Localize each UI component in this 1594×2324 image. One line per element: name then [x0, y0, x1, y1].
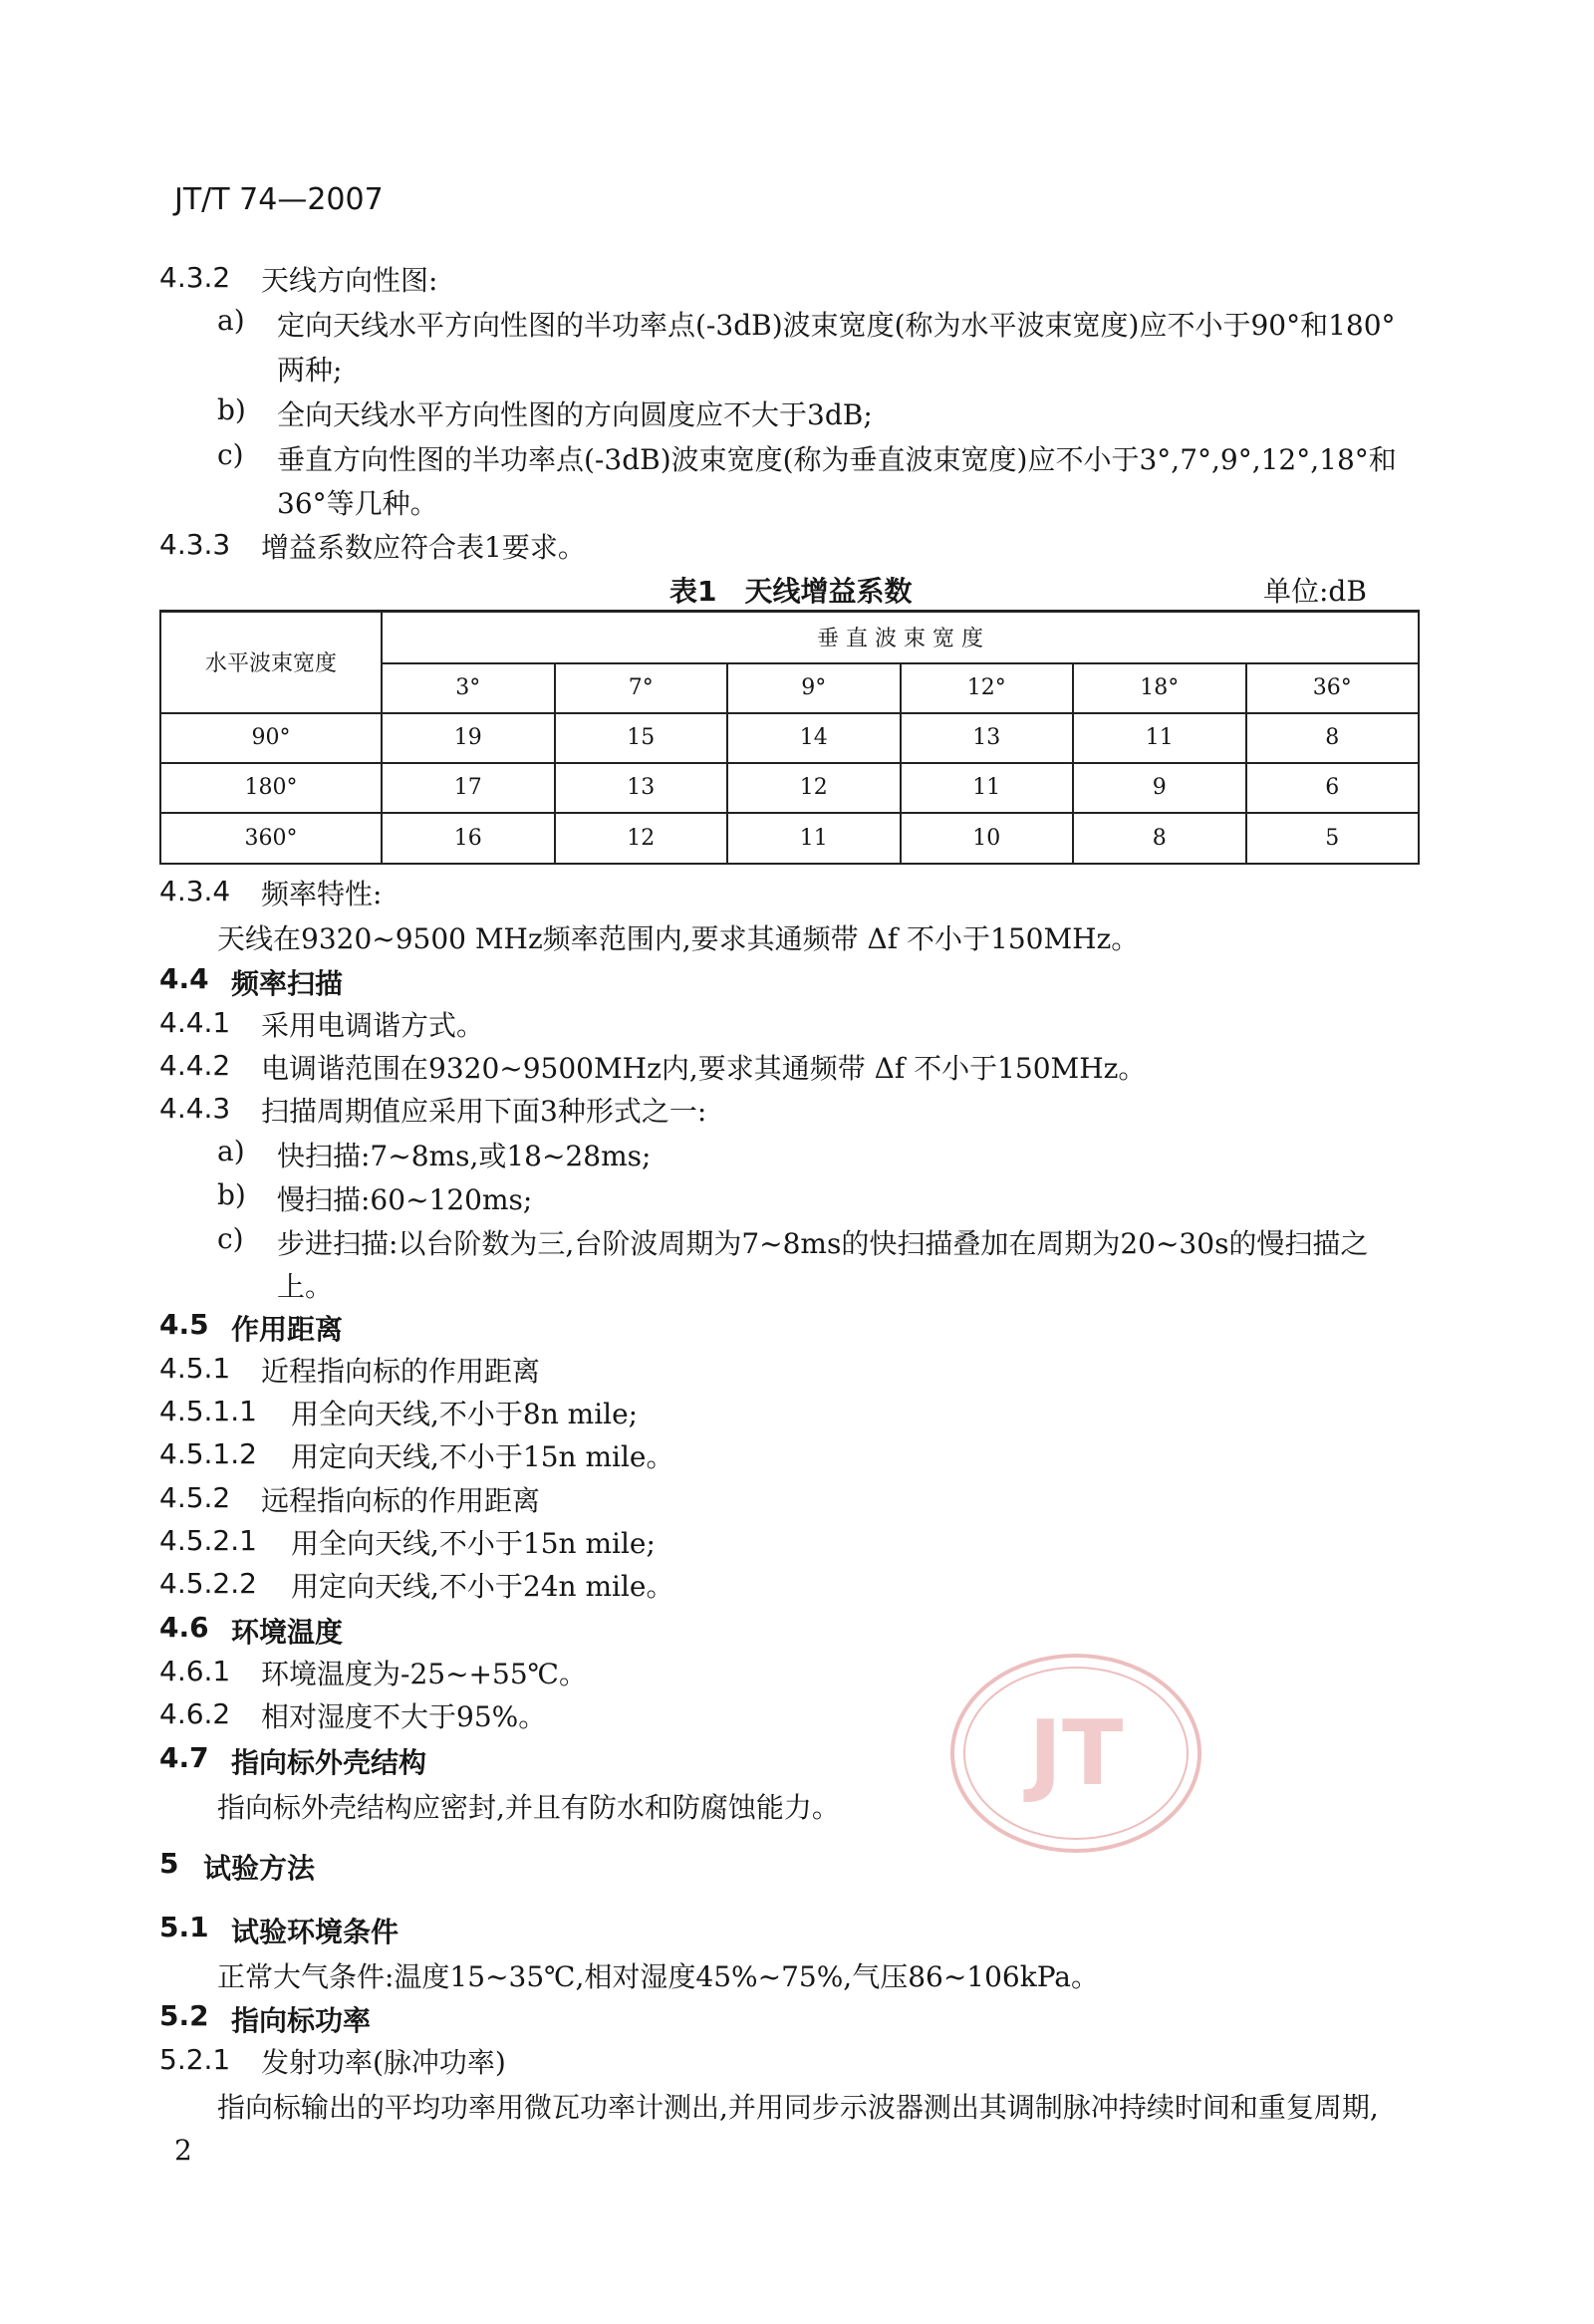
table-cell: 6 [1246, 763, 1420, 813]
list-marker: a) [217, 1135, 245, 1167]
table-cell: 15 [555, 713, 728, 763]
table-cell: 5 [1246, 813, 1420, 864]
clause-text: 采用电调谐方式。 [261, 1009, 485, 1042]
chapter-number: 5 [159, 1847, 179, 1880]
table-row [160, 713, 1419, 763]
table-cell: 9 [1073, 763, 1246, 813]
list-item-text: 垂直方向性图的半功率点(-3dB)波束宽度(称为垂直波束宽度)应不小于3°,7°,9°,12°,18°和 [277, 443, 1397, 476]
clause-text: 远程指向标的作用距离 [261, 1484, 541, 1517]
table-cell: 17 [382, 763, 555, 813]
paragraph: 天线在9320~9500 MHz频率范围内,要求其通频带 Δf 不小于150MHz。 [217, 922, 1140, 955]
row-label: 90° [160, 713, 382, 763]
list-item-text: 全向天线水平方向性图的方向圆度应不大于3dB; [277, 398, 873, 431]
clause-number: 4.6.2 [159, 1697, 231, 1730]
clause-title: 频率特性: [261, 878, 383, 910]
paragraph: 指向标输出的平均功率用微瓦功率计测出,并用同步示波器测出其调制脉冲持续时间和重复周期, [217, 2091, 1379, 2124]
clause-text: 发射功率(脉冲功率) [261, 2046, 506, 2079]
list-item-text: 36°等几种。 [277, 487, 438, 520]
table-cell: 11 [901, 763, 1074, 813]
clause-number: 5.2.1 [159, 2043, 231, 2076]
list-marker: c) [217, 438, 244, 471]
section-title: 频率扫描 [231, 967, 344, 1000]
clause-text: 相对湿度不大于95%。 [261, 1700, 547, 1733]
clause-text: 用定向天线,不小于24n mile。 [291, 1570, 674, 1603]
jt-stamp-icon [946, 1649, 1205, 1858]
table-cell: 16 [382, 813, 555, 864]
table-cell: 11 [727, 813, 901, 864]
row-label: 360° [160, 813, 382, 864]
clause-text: 近程指向标的作用距离 [261, 1355, 541, 1388]
list-marker: b) [217, 1178, 246, 1211]
section-title: 试验环境条件 [231, 1916, 399, 1948]
clause-number: 4.3.3 [159, 528, 231, 561]
clause-text: 用定向天线,不小于15n mile。 [291, 1440, 674, 1473]
table-cell: 12 [555, 813, 728, 864]
list-item-text: 步进扫描:以台阶数为三,台阶波周期为7~8ms的快扫描叠加在周期为20~30s的慢扫描之 [277, 1227, 1369, 1260]
section-title: 作用距离 [231, 1313, 344, 1346]
clause-number: 4.5.2.1 [159, 1524, 257, 1557]
clause-number: 4.4.3 [159, 1092, 231, 1125]
list-item-text: 慢扫描:60~120ms; [277, 1183, 533, 1216]
column-header: 7° [555, 663, 728, 713]
section-number: 4.5 [159, 1308, 209, 1341]
list-marker: a) [217, 304, 245, 337]
section-title: 环境温度 [231, 1616, 344, 1649]
column-group-header: 垂 直 波 束 宽 度 [382, 612, 1419, 663]
table-row [160, 763, 1419, 813]
paragraph: 正常大气条件:温度15~35℃,相对湿度45%~75%,气压86~106kPa。 [217, 1960, 1099, 1993]
section-title: 指向标外壳结构 [231, 1746, 427, 1779]
clause-number: 4.6.1 [159, 1655, 231, 1687]
chapter-title: 试验方法 [203, 1852, 316, 1885]
clause-text: 扫描周期值应采用下面3种形式之一: [261, 1095, 707, 1128]
clause-number: 4.4.2 [159, 1049, 231, 1082]
clause-number: 4.3.2 [159, 261, 231, 294]
stamp-text: JT [1028, 1701, 1124, 1806]
table-cell: 12 [727, 763, 901, 813]
clause-title: 天线方向性图: [261, 264, 438, 297]
column-header: 36° [1246, 663, 1420, 713]
table-cell: 8 [1246, 713, 1420, 763]
clause-number: 4.5.2 [159, 1481, 231, 1514]
list-marker: b) [217, 393, 246, 426]
table-cell: 10 [901, 813, 1074, 864]
column-header: 9° [727, 663, 901, 713]
clause-number: 4.5.1 [159, 1352, 231, 1385]
table-cell: 19 [382, 713, 555, 763]
table-cell: 13 [555, 763, 728, 813]
column-header: 3° [382, 663, 555, 713]
clause-number: 4.4.1 [159, 1006, 231, 1039]
section-number: 5.2 [159, 1999, 209, 2032]
row-header-cell: 水平波束宽度 [160, 612, 382, 713]
list-item-text: 定向天线水平方向性图的半功率点(-3dB)波束宽度(称为水平波束宽度)应不小于90°和180° [277, 309, 1396, 342]
clause-text: 电调谐范围在9320~9500MHz内,要求其通频带 Δf 不小于150MHz。 [261, 1052, 1147, 1085]
list-marker: c) [217, 1222, 244, 1255]
document-code: JT/T 74—2007 [174, 182, 384, 217]
table-cell: 8 [1073, 813, 1246, 864]
list-item-text: 快扫描:7~8ms,或18~28ms; [277, 1140, 652, 1172]
list-item-text: 两种; [277, 354, 343, 387]
page-number: 2 [174, 2134, 192, 2167]
table-row [160, 813, 1419, 864]
section-number: 4.7 [159, 1741, 209, 1774]
paragraph: 指向标外壳结构应密封,并且有防水和防腐蚀能力。 [217, 1791, 840, 1824]
section-title: 指向标功率 [231, 2004, 372, 2037]
clause-text: 增益系数应符合表1要求。 [261, 531, 586, 564]
clause-text: 用全向天线,不小于8n mile; [291, 1398, 639, 1430]
table-unit: 单位:dB [1263, 575, 1367, 608]
clause-number: 4.5.2.2 [159, 1567, 257, 1600]
column-header: 18° [1073, 663, 1246, 713]
gain-table [159, 610, 1420, 865]
clause-number: 4.5.1.1 [159, 1395, 257, 1427]
section-number: 5.1 [159, 1911, 209, 1943]
section-number: 4.6 [159, 1611, 209, 1644]
clause-text: 环境温度为-25~+55℃。 [261, 1658, 587, 1690]
clause-text: 用全向天线,不小于15n mile; [291, 1527, 656, 1560]
table-cell: 11 [1073, 713, 1246, 763]
list-item-text: 上。 [277, 1270, 334, 1303]
table-caption: 表1 天线增益系数 [669, 575, 913, 608]
section-number: 4.4 [159, 962, 209, 995]
table-cell: 13 [901, 713, 1074, 763]
table-cell: 14 [727, 713, 901, 763]
column-header: 12° [901, 663, 1074, 713]
clause-number: 4.5.1.2 [159, 1437, 257, 1470]
clause-number: 4.3.4 [159, 875, 231, 907]
row-label: 180° [160, 763, 382, 813]
